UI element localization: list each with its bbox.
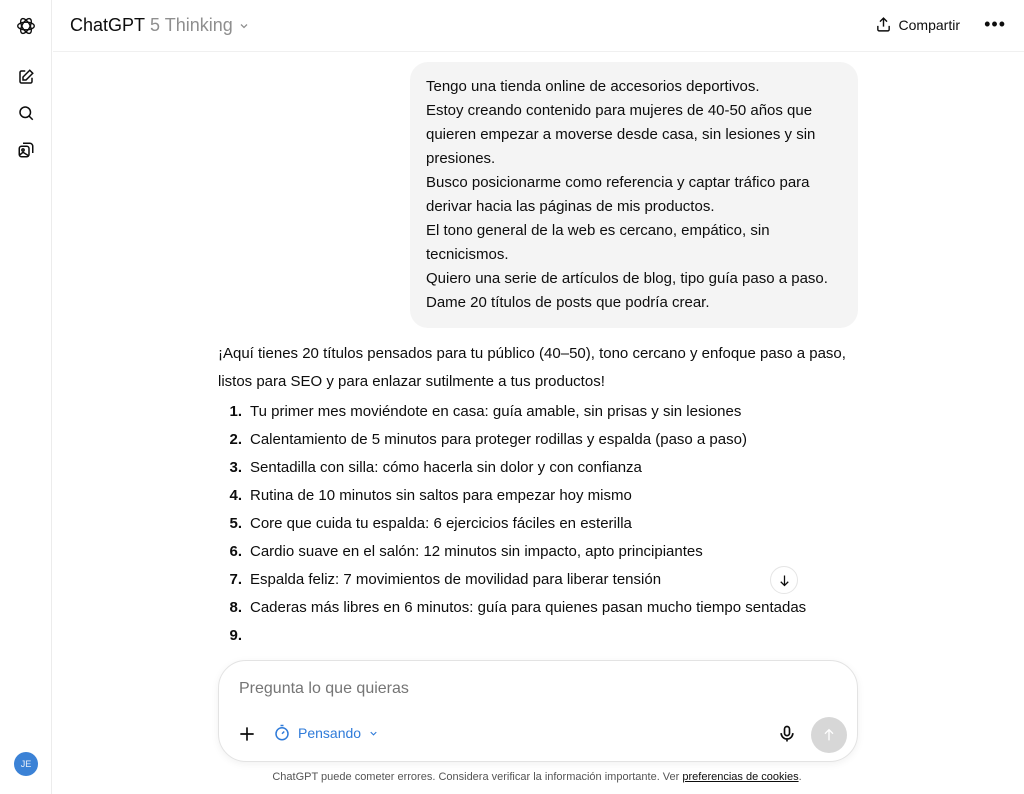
share-button[interactable] <box>875 16 960 33</box>
item-title: Core que cuida tu espalda: 6 ejercicios fáciles en esterilla <box>250 515 632 532</box>
arrow-down-icon <box>777 573 792 588</box>
share-label: Compartir <box>898 16 960 33</box>
disclaimer-end: . <box>798 771 802 783</box>
list-item <box>218 622 858 650</box>
user-message-line: Quiero una serie de artículos de blog, tipo guía paso a paso. Dame 20 títulos de posts que podría crear. <box>426 270 828 311</box>
item-number: 5. <box>229 515 242 532</box>
list-item <box>218 454 858 482</box>
plus-icon <box>237 724 257 744</box>
item-number: 1. <box>229 403 242 420</box>
item-title: Rutina de 10 minutos sin saltos para empezar hoy mismo <box>250 487 632 504</box>
model-selector[interactable] <box>70 15 250 36</box>
list-item <box>218 482 858 510</box>
disclaimer-text: ChatGPT puede cometer errores. Considera verificar la información importante. Ver <box>272 771 683 783</box>
header <box>53 0 1024 52</box>
search-icon[interactable] <box>14 101 38 125</box>
microphone-icon <box>777 724 797 744</box>
new-chat-icon[interactable] <box>14 65 38 89</box>
item-title: Espalda feliz: 7 movimientos de movilidad para liberar tensión <box>250 571 662 588</box>
add-attachment-button[interactable] <box>237 724 257 749</box>
list-item <box>218 538 858 566</box>
composer <box>218 660 858 762</box>
list-item <box>218 510 858 538</box>
arrow-up-icon <box>821 727 837 743</box>
assistant-message <box>218 340 858 650</box>
list-item <box>218 566 858 594</box>
item-number: 2. <box>229 431 242 448</box>
user-message <box>410 62 858 328</box>
item-number: 9. <box>229 627 242 644</box>
user-message-line: Estoy creando contenido para mujeres de 40-50 años que quieren empezar a moverse desde casa, sin lesiones y sin presiones. <box>426 102 816 167</box>
more-options-icon[interactable]: ••• <box>984 14 1006 34</box>
chevron-down-icon <box>368 728 379 739</box>
app-name: ChatGPT <box>70 15 146 35</box>
item-title: Tu primer mes moviéndote en casa: guía amable, sin prisas y sin lesiones <box>250 403 742 420</box>
prompt-input[interactable] <box>239 680 819 698</box>
library-images-icon[interactable] <box>14 138 38 162</box>
title-list <box>218 398 858 650</box>
user-message-line: El tono general de la web es cercano, empático, sin tecnicismos. <box>426 222 770 263</box>
send-button[interactable] <box>811 717 847 753</box>
cookie-preferences-link[interactable]: preferencias de cookies <box>682 771 799 783</box>
item-number: 8. <box>229 599 242 616</box>
mode-label: Pensando <box>298 725 362 741</box>
model-name: 5 Thinking <box>150 15 233 35</box>
timer-icon <box>273 724 291 742</box>
footer-disclaimer <box>0 771 1024 783</box>
scroll-down-button[interactable] <box>770 566 798 594</box>
item-number: 7. <box>229 571 242 588</box>
share-icon <box>875 16 892 33</box>
user-message-line: Tengo una tienda online de accesorios deportivos. <box>426 78 760 95</box>
microphone-button[interactable] <box>777 724 797 749</box>
sidebar <box>0 0 52 794</box>
item-title: Calentamiento de 5 minutos para proteger rodillas y espalda (paso a paso) <box>250 431 747 448</box>
item-title: Sentadilla con silla: cómo hacerla sin dolor y con confianza <box>250 459 642 476</box>
list-item <box>218 398 858 426</box>
item-number: 3. <box>229 459 242 476</box>
user-message-line: Busco posicionarme como referencia y captar tráfico para derivar hacia las páginas de mis productos. <box>426 174 810 215</box>
item-number: 4. <box>229 487 242 504</box>
answer-intro: ¡Aquí tienes 20 títulos pensados para tu público (40–50), tono cercano y enfoque paso a paso, listos para SEO y para enlazar sutilmente a tus productos! <box>218 345 846 390</box>
openai-logo-icon[interactable] <box>14 14 38 38</box>
list-item <box>218 426 858 454</box>
avatar-initials: JE <box>20 759 32 769</box>
item-title: Cardio suave en el salón: 12 minutos sin impacto, apto principiantes <box>250 543 703 560</box>
thinking-mode-button[interactable] <box>273 724 379 742</box>
item-number: 6. <box>229 543 242 560</box>
list-item <box>218 594 858 622</box>
item-title: Caderas más libres en 6 minutos: guía para quienes pasan mucho tiempo sentadas <box>250 599 807 616</box>
chevron-down-icon <box>238 20 250 32</box>
